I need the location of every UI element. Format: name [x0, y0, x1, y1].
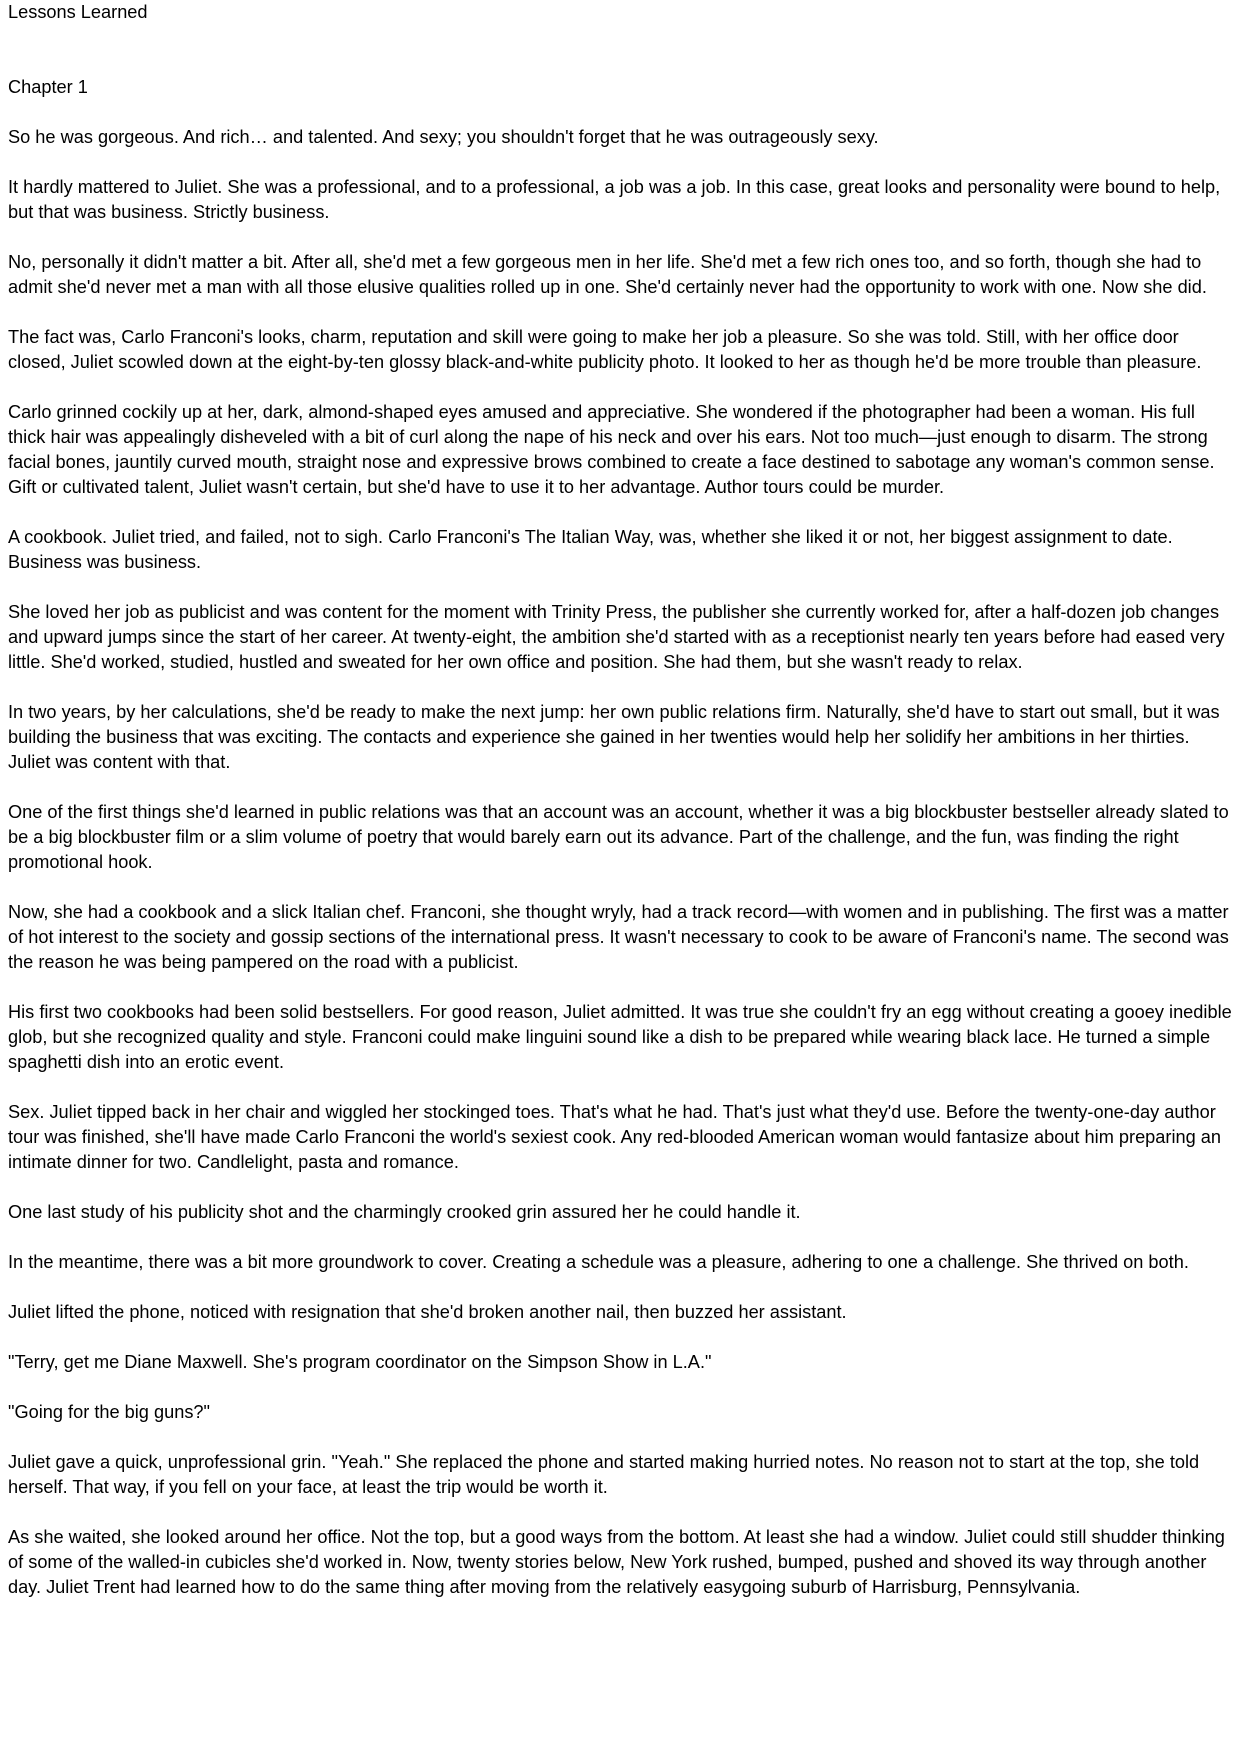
- paragraph: No, personally it didn't matter a bit. After all, she'd met a few gorgeous men in her life. She'd met a few rich ones too, and so forth, though she had to admit she'd never met a man with all those elusive qualities rolled up in one. She'd certainly never had the opportunity to work with one. Now she did.: [8, 252, 1207, 297]
- paragraph: So he was gorgeous. And rich… and talented. And sexy; you shouldn't forget that he was outrageously sexy.: [8, 127, 879, 147]
- paragraph: Juliet gave a quick, unprofessional grin. "Yeah." She replaced the phone and started making hurried notes. No reason not to start at the top, she told herself. That way, if you fell on your face, at least the trip would be worth it.: [8, 1452, 1200, 1497]
- paragraph: The fact was, Carlo Franconi's looks, charm, reputation and skill were going to make her job a pleasure. So she was told. Still, with her office door closed, Juliet scowled down at the eight-by-ten glossy black-and-white publicity photo. It looked to her as though he'd be more trouble than pleasure.: [8, 327, 1202, 372]
- paragraph: She loved her job as publicist and was content for the moment with Trinity Press, the publisher she currently worked for, after a half-dozen job changes and upward jumps since the start of her career. At twenty-eight, the ambition she'd started with as a receptionist nearly ten years before had eased very little. She'd worked, studied, hustled and sweated for her own office and position. She had them, but she wasn't ready to relax.: [8, 602, 1225, 672]
- paragraph: "Going for the big guns?": [8, 1402, 210, 1422]
- paragraph: "Terry, get me Diane Maxwell. She's program coordinator on the Simpson Show in L.A.": [8, 1352, 712, 1372]
- body-text: [8, 125, 1236, 1600]
- paragraph: One of the first things she'd learned in public relations was that an account was an account, whether it was a big blockbuster bestseller already slated to be a big blockbuster film or a slim volume of poetry that would barely earn out its advance. Part of the challenge, and the fun, was finding the right promotional hook.: [8, 802, 1229, 872]
- paragraph: In the meantime, there was a bit more groundwork to cover. Creating a schedule was a pleasure, adhering to one a challenge. She thrived on both.: [8, 1252, 1189, 1272]
- paragraph: Now, she had a cookbook and a slick Italian chef. Franconi, she thought wryly, had a track record—with women and in publishing. The first was a matter of hot interest to the society and gossip sections of the international press. It wasn't necessary to cook to be aware of Franconi's name. The second was the reason he was being pampered on the road with a publicist.: [8, 902, 1229, 972]
- paragraph: It hardly mattered to Juliet. She was a professional, and to a professional, a job was a job. In this case, great looks and personality were bound to help, but that was business. Strictly business.: [8, 177, 1221, 222]
- paragraph: In two years, by her calculations, she'd be ready to make the next jump: her own public relations firm. Naturally, she'd have to start out small, but it was building the business that was exciting. The contacts and experience she gained in her twenties would help her solidify her ambitions in her thirties. Juliet was content with that.: [8, 702, 1220, 772]
- paragraph: One last study of his publicity shot and the charmingly crooked grin assured her he could handle it.: [8, 1202, 801, 1222]
- document-title: Lessons Learned: [8, 2, 148, 22]
- paragraph: As she waited, she looked around her office. Not the top, but a good ways from the bottom. At least she had a window. Juliet could still shudder thinking of some of the walled-in cubicles she'd worked in. Now, twenty stories below, New York rushed, bumped, pushed and shoved its way through another day. Juliet Trent had learned how to do the same thing after moving from the relatively easygoing suburb of Harrisburg, Pennsylvania.: [8, 1527, 1225, 1597]
- paragraph: A cookbook. Juliet tried, and failed, not to sigh. Carlo Franconi's The Italian Way, was, whether she liked it or not, her biggest assignment to date. Business was business.: [8, 527, 1173, 572]
- paragraph: His first two cookbooks had been solid bestsellers. For good reason, Juliet admitted. It was true she couldn't fry an egg without creating a gooey inedible glob, but she recognized quality and style. Franconi could make linguini sound like a dish to be prepared while wearing black lace. He turned a simple spaghetti dish into an erotic event.: [8, 1002, 1232, 1072]
- document-page: [8, 0, 1236, 1600]
- paragraph: Juliet lifted the phone, noticed with resignation that she'd broken another nail, then buzzed her assistant.: [8, 1302, 847, 1322]
- chapter-heading: Chapter 1: [8, 77, 88, 97]
- paragraph: Sex. Juliet tipped back in her chair and wiggled her stockinged toes. That's what he had. That's just what they'd use. Before the twenty-one-day author tour was finished, she'll have made Carlo Franconi the world's sexiest cook. Any red-blooded American woman would fantasize about him preparing an intimate dinner for two. Candlelight, pasta and romance.: [8, 1102, 1222, 1172]
- paragraph: Carlo grinned cockily up at her, dark, almond-shaped eyes amused and appreciative. She wondered if the photographer had been a woman. His full thick hair was appealingly disheveled with a bit of curl along the nape of his neck and over his ears. Not too much—just enough to disarm. The strong facial bones, jauntily curved mouth, straight nose and expressive brows combined to create a face destined to sabotage any woman's common sense. Gift or cultivated talent, Juliet wasn't certain, but she'd have to use it to her advantage. Author tours could be murder.: [8, 402, 1215, 497]
